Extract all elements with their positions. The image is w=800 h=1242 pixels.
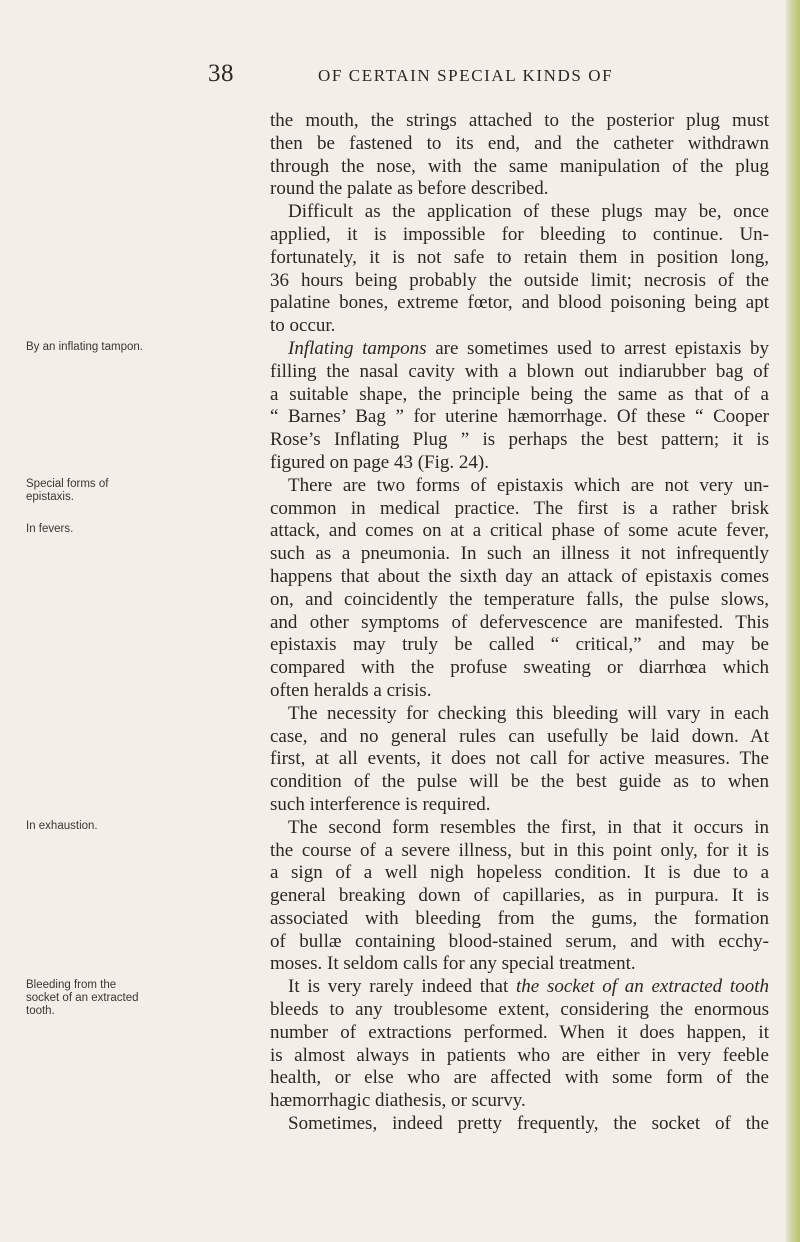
text-line: on, and coincidently the temperature falls, the pulse slows, [270, 588, 769, 610]
running-head: OF CERTAIN SPECIAL KINDS OF [318, 66, 614, 85]
text-line: associated with bleeding from the gums, the formation [270, 907, 769, 929]
text-line: filling the nasal cavity with a blown out indiarubber bag of [270, 360, 769, 382]
text-line: attack, and comes on at a critical phase of some acute fever, [270, 520, 769, 542]
text-line: applied, it is impossible for bleeding to continue. Un- [270, 223, 769, 245]
text-run: are sometimes used to arrest epistaxis by [426, 337, 769, 359]
italic-term: Inflating tampons [288, 337, 427, 359]
text-line: a suitable shape, the principle being the same as that of a [270, 383, 769, 405]
text-line: epistaxis may truly be called “ critical,” and may be [270, 634, 769, 656]
text-line: such interference is required. [270, 793, 491, 815]
text-line: bleeds to any troublesome extent, considering the enormous [270, 999, 769, 1021]
page-number: 38 [208, 60, 234, 87]
text-line: number of extractions performed. When it does happen, it [270, 1021, 769, 1043]
text-line: “ Barnes’ Bag ” for uterine hæmorrhage. Of these “ Cooper [270, 406, 769, 428]
margin-note: By an inflating tampon. [26, 340, 143, 353]
margin-note: In fevers. [26, 523, 74, 536]
text-line: common in medical practice. The first is a rather brisk [270, 497, 769, 519]
text-line: a sign of a well nigh hopeless condition. It is due to a [270, 862, 769, 884]
text-line: often heralds a crisis. [270, 679, 432, 701]
text-line: The necessity for checking this bleeding will vary in each [288, 702, 769, 724]
text-line: palatine bones, extreme fœtor, and blood poisoning being apt [270, 292, 769, 314]
text-line: health, or else who are affected with some form of the [270, 1067, 769, 1089]
text-line: The second form resembles the first, in that it occurs in [288, 816, 769, 838]
text-line: first, at all events, it does not call for active measures. The [270, 748, 769, 770]
text-line: condition of the pulse will be the best guide as to when [270, 771, 769, 793]
text-line: Rose’s Inflating Plug ” is perhaps the best pattern; it is [270, 429, 769, 451]
text-line: hæmorrhagic diathesis, or scurvy. [270, 1090, 526, 1112]
text-line: the mouth, the strings attached to the posterior plug must [270, 110, 769, 131]
italic-term: the socket of an extracted tooth [516, 976, 769, 998]
text-line [288, 338, 769, 361]
text-line: 36 hours being probably the outside limit; necrosis of the [270, 269, 769, 291]
page-body [0, 110, 800, 1136]
margin-note: Bleeding from the socket of an extracted tooth. [26, 979, 139, 1018]
margin-note: In exhaustion. [26, 819, 98, 832]
text-run: It is very rarely indeed that [288, 976, 516, 998]
text-line: such as a pneumonia. In such an illness it not infrequently [270, 543, 769, 565]
text-line: Sometimes, indeed pretty frequently, the socket of the [288, 1113, 769, 1135]
text-line: fortunately, it is not safe to retain them in position long, [270, 246, 769, 268]
text-line: general breaking down of capillaries, as in purpura. It is [270, 885, 769, 907]
text-line: then be fastened to its end, and the catheter withdrawn [270, 132, 769, 154]
text-line: happens that about the sixth day an attack of epistaxis comes [270, 565, 769, 587]
text-line: case, and no general rules can usefully be laid down. At [270, 725, 769, 747]
text-line: of bullæ containing blood-stained serum, and with ecchy- [270, 930, 769, 952]
text-line: figured on page 43 (Fig. 24). [270, 451, 489, 473]
text-line [288, 976, 769, 999]
text-line: the course of a severe illness, but in this point only, for it is [270, 839, 769, 861]
text-line: is almost always in patients who are either in very feeble [270, 1044, 769, 1066]
text-line: round the palate as before described. [270, 178, 549, 200]
page-header [0, 60, 800, 90]
text-line: through the nose, with the same manipulation of the plug [270, 155, 769, 177]
margin-note: Special forms of epistaxis. [26, 477, 109, 503]
text-line: moses. It seldom calls for any special treatment. [270, 953, 636, 975]
text-line: and other symptoms of defervescence are manifested. This [270, 611, 769, 633]
text-line: Difficult as the application of these plugs may be, once [288, 201, 769, 223]
text-line: to occur. [270, 315, 336, 337]
text-line: compared with the profuse sweating or diarrhœa which [270, 657, 769, 679]
text-line: There are two forms of epistaxis which are not very un- [288, 474, 769, 496]
